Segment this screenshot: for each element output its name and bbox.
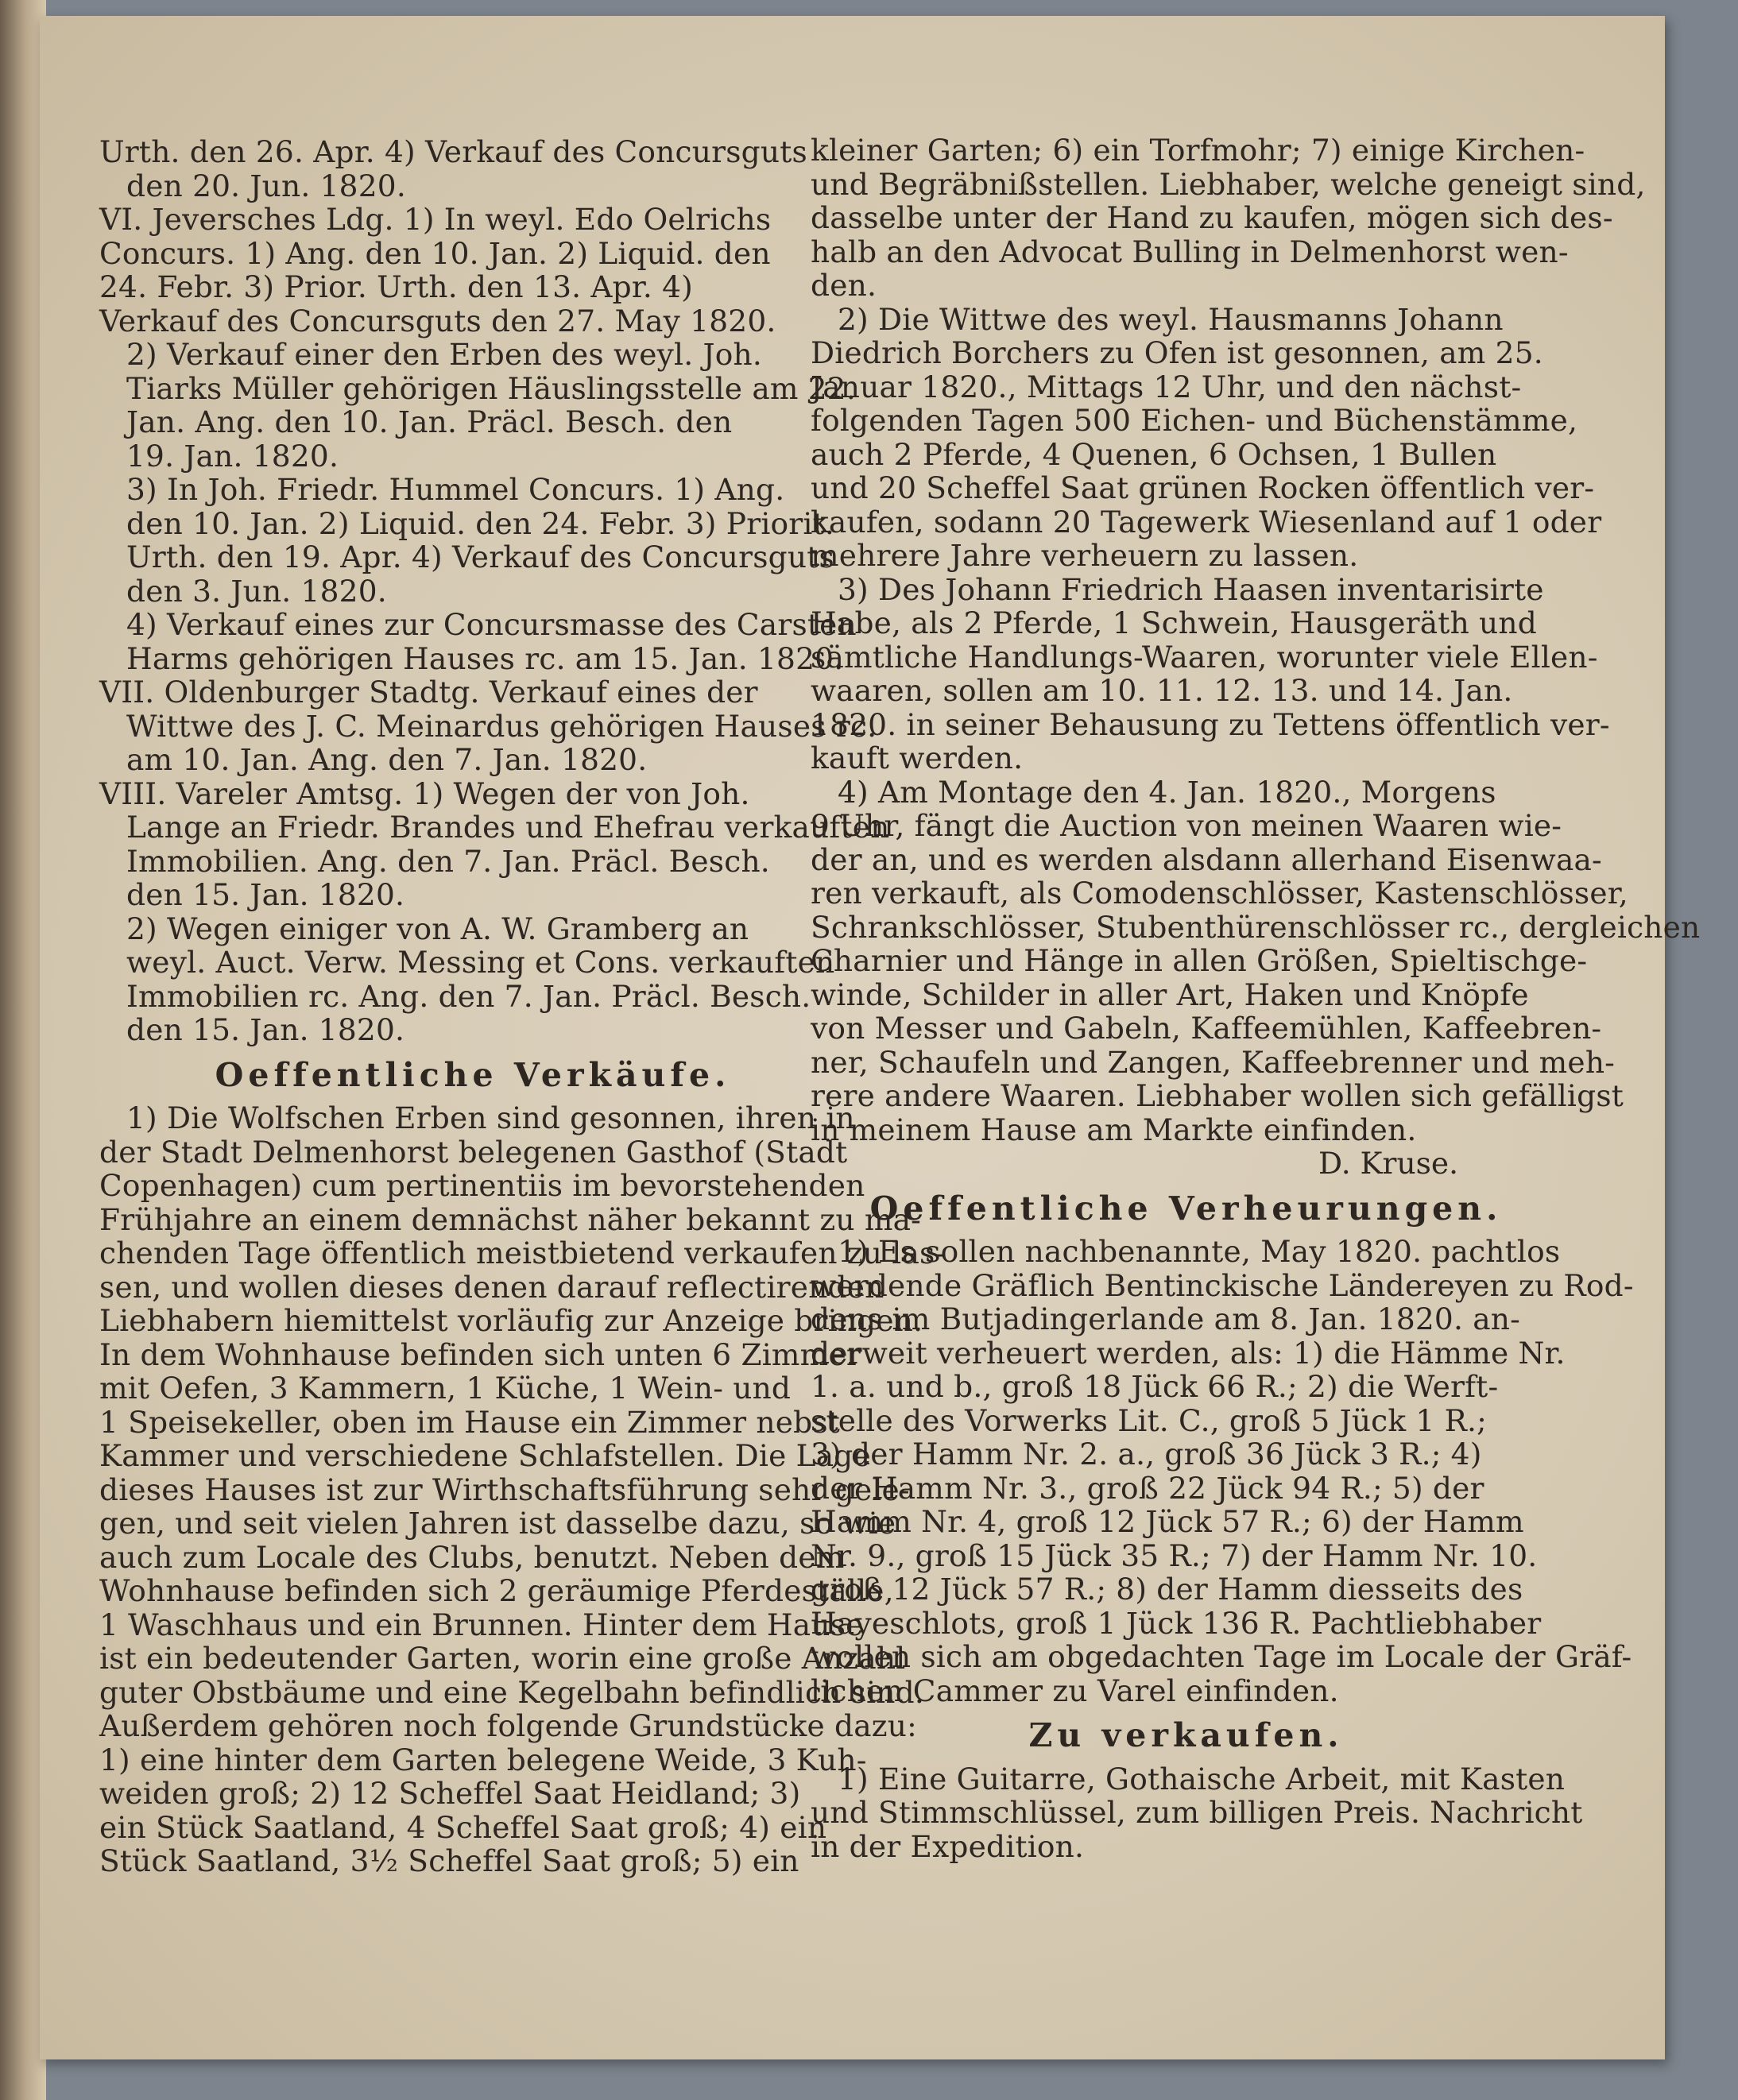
text-line: Nr. 9., groß 15 Jück 35 R.; 7) der Hamm Nr. 10. xyxy=(811,1537,1538,1573)
text-line: mehrere Jahre verheuern zu lassen. xyxy=(811,538,1359,573)
left-column-bottom-text xyxy=(99,1100,946,1878)
text-line: ein Stück Saatland, 4 Scheffel Saat groß; 4) ein xyxy=(99,1809,827,1845)
text-line: der Hamm Nr. 3., groß 22 Jück 94 R.; 5) der xyxy=(811,1470,1484,1506)
text-line: 1 Waschhaus und ein Brunnen. Hinter dem Hause xyxy=(99,1607,864,1642)
text-line: dieses Hauses ist zur Wirthschaftsführung sehr gele- xyxy=(99,1472,910,1507)
text-line: den 3. Jun. 1820. xyxy=(126,573,387,609)
text-line: ren verkauft, als Comodenschlösser, Kastenschlösser, xyxy=(811,876,1628,911)
text-line: 1) Die Wolfschen Erben sind gesonnen, ihren in xyxy=(126,1100,855,1135)
text-line: VIII. Vareler Amtsg. 1) Wegen der von Joh. xyxy=(99,775,750,811)
text-line: groß 12 Jück 57 R.; 8) der Hamm diesseits des xyxy=(811,1572,1523,1607)
text-line: winde, Schilder in aller Art, Haken und Knöpfe xyxy=(811,977,1529,1012)
text-line: Urth. den 19. Apr. 4) Verkauf des Concursguts xyxy=(126,540,834,574)
left-column-top-text xyxy=(99,134,890,1047)
text-line: weyl. Auct. Verw. Messing et Cons. verkauften xyxy=(126,945,835,980)
text-line: halb an den Advocat Bulling in Delmenhorst wen- xyxy=(811,234,1569,269)
text-line: gen, und seit vielen Jahren ist dasselbe dazu, so wie xyxy=(99,1506,896,1541)
text-line: Diedrich Borchers zu Ofen ist gesonnen, am 25. xyxy=(811,335,1543,370)
text-line: den 15. Jan. 1820. xyxy=(126,1012,405,1047)
text-line: 2) Wegen einiger von A. W. Gramberg an xyxy=(126,911,749,946)
text-line: ner, Schaufeln und Zangen, Kaffeebrenner und meh- xyxy=(811,1044,1616,1080)
text-line: wollen sich am obgedachten Tage im Locale der Gräf- xyxy=(811,1639,1632,1674)
text-line: 24. Febr. 3) Prior. Urth. den 13. Apr. 4) xyxy=(99,269,693,304)
text-line: Immobilien rc. Ang. den 7. Jan. Präcl. Besch. xyxy=(126,978,811,1014)
text-line: den 10. Jan. 2) Liquid. den 24. Febr. 3) Priorit. xyxy=(126,505,834,541)
text-line: Jan. Ang. den 10. Jan. Präcl. Besch. den xyxy=(126,404,733,439)
text-line: dens im Butjadingerlande am 8. Jan. 1820. an- xyxy=(811,1301,1521,1336)
text-line: Schrankschlösser, Stubenthürenschlösser rc., dergleichen xyxy=(811,909,1701,945)
text-line: VI. Jeversches Ldg. 1) In weyl. Edo Oelrichs xyxy=(99,202,772,237)
text-line: 1. a. und b., groß 18 Jück 66 R.; 2) die Werft- xyxy=(811,1369,1499,1404)
text-line: in der Expedition. xyxy=(811,1828,1085,1864)
text-line: In dem Wohnhause befinden sich unten 6 Zimmer xyxy=(99,1336,861,1372)
heading-oeffentliche-verheurungen: Oeffentliche Verheurungen. xyxy=(869,1189,1503,1228)
text-line: 19. Jan. 1820. xyxy=(126,438,339,474)
text-line: Kammer und verschiedene Schlafstellen. Die Lage xyxy=(99,1438,871,1473)
text-line: 1) Eine Guitarre, Gothaische Arbeit, mit Kasten xyxy=(838,1761,1566,1796)
heading-oeffentliche-verkaeufe: Oeffentliche Verkäufe. xyxy=(215,1055,731,1094)
text-line: Tiarks Müller gehörigen Häuslingsstelle am 22. xyxy=(126,370,856,406)
text-line: Harms gehörigen Hauses rc. am 15. Jan. 1820. xyxy=(126,640,844,676)
text-line: Lange an Friedr. Brandes und Ehefrau verkauften xyxy=(126,810,890,845)
text-line: 2) Die Wittwe des weyl. Hausmanns Johann xyxy=(838,301,1504,337)
text-line: ist ein bedeutender Garten, worin eine große Anzahl xyxy=(99,1641,906,1676)
text-line: Stück Saatland, 3½ Scheffel Saat groß; 5) ein xyxy=(99,1843,799,1878)
signature: D. Kruse. xyxy=(1318,1146,1458,1181)
text-line: in meinem Hause am Markte einfinden. xyxy=(811,1112,1417,1147)
text-line: 3) In Joh. Friedr. Hummel Concurs. 1) Ang. xyxy=(126,472,785,507)
text-line: dasselbe unter der Hand zu kaufen, mögen sich des- xyxy=(811,200,1613,235)
text-line: chenden Tage öffentlich meistbietend verkaufen zu las- xyxy=(99,1236,946,1270)
text-line: Habe, als 2 Pferde, 1 Schwein, Hausgeräth und xyxy=(811,605,1537,640)
text-line: der an, und es werden alsdann allerhand Eisenwaa- xyxy=(811,841,1602,877)
text-line: den 15. Jan. 1820. xyxy=(126,877,405,912)
text-line: Verkauf des Concursguts den 27. May 1820. xyxy=(99,303,776,338)
text-line: 4) Am Montage den 4. Jan. 1820., Morgens xyxy=(838,774,1496,810)
text-line: am 10. Jan. Ang. den 7. Jan. 1820. xyxy=(126,742,648,777)
text-line: Außerdem gehören noch folgende Grundstücke dazu: xyxy=(99,1708,917,1743)
text-line: guter Obstbäume und eine Kegelbahn befindlich sind. xyxy=(99,1674,924,1710)
text-line: sämtliche Handlungs-Waaren, worunter viele Ellen- xyxy=(811,639,1598,675)
text-line: weiden groß; 2) 12 Scheffel Saat Heidland; 3) xyxy=(99,1776,801,1811)
text-line: Liebhabern hiemittelst vorläufig zur Anzeige bringen. xyxy=(99,1303,923,1338)
text-line: lichen Cammer zu Varel einfinden. xyxy=(811,1673,1339,1708)
text-line: 1) Es sollen nachbenannte, May 1820. pachtlos xyxy=(838,1234,1561,1269)
text-line: den. xyxy=(811,268,877,303)
text-line: folgenden Tagen 500 Eichen- und Büchenstämme, xyxy=(811,403,1578,438)
text-line: 4) Verkauf eines zur Concursmasse des Carsten xyxy=(126,607,857,642)
rent-text xyxy=(811,1234,1634,1708)
right-column xyxy=(811,133,1701,1864)
text-line: werdende Gräflich Bentinckische Ländereyen zu Rod- xyxy=(811,1267,1634,1303)
text-line: Urth. den 26. Apr. 4) Verkauf des Concursguts xyxy=(99,134,807,169)
text-line: den 20. Jun. 1820. xyxy=(126,168,406,203)
sale-text xyxy=(811,1761,1583,1864)
text-line: auch zum Locale des Clubs, benutzt. Neben dem xyxy=(99,1539,845,1575)
text-line: Wittwe des J. C. Meinardus gehörigen Hauses rc. xyxy=(126,708,877,744)
text-line: Hamm Nr. 4, groß 12 Jück 57 R.; 6) der Hamm xyxy=(811,1504,1524,1539)
text-line: auch 2 Pferde, 4 Quenen, 6 Ochsen, 1 Bullen xyxy=(811,436,1497,472)
text-line: und 20 Scheffel Saat grünen Rocken öffentlich ver- xyxy=(811,470,1595,505)
text-line: Immobilien. Ang. den 7. Jan. Präcl. Besch. xyxy=(126,843,770,879)
text-line: Copenhagen) cum pertinentiis im bevorstehenden xyxy=(99,1168,865,1203)
text-line: 1 Speisekeller, oben im Hause ein Zimmer nebst xyxy=(99,1404,841,1440)
text-line: 3) der Hamm Nr. 2. a., groß 36 Jück 3 R.; 4) xyxy=(811,1437,1482,1472)
text-line: kleiner Garten; 6) ein Torfmohr; 7) einige Kirchen- xyxy=(811,133,1585,168)
text-line: waaren, sollen am 10. 11. 12. 13. und 14. Jan. xyxy=(811,673,1513,708)
text-line: 1820. in seiner Behausung zu Tettens öffentlich ver- xyxy=(811,706,1610,742)
text-line: 2) Verkauf einer den Erben des weyl. Joh. xyxy=(126,337,762,372)
text-line: der Stadt Delmenhorst belegenen Gasthof (Stadt xyxy=(99,1134,848,1170)
text-line: Hayeschlots, groß 1 Jück 136 R. Pachtliebhaber xyxy=(811,1605,1542,1641)
text-line: 3) Des Johann Friedrich Haasen inventarisirte xyxy=(838,571,1544,607)
text-line: Concurs. 1) Ang. den 10. Jan. 2) Liquid. den xyxy=(99,235,771,271)
text-line: Januar 1820., Mittags 12 Uhr, und den nächst- xyxy=(811,369,1522,404)
text-line: stelle des Vorwerks Lit. C., groß 5 Jück 1 R.; xyxy=(811,1402,1487,1438)
text-line: mit Oefen, 3 Kammern, 1 Küche, 1 Wein- und xyxy=(99,1371,792,1406)
text-line: rere andere Waaren. Liebhaber wollen sich gefälligst xyxy=(811,1078,1624,1113)
right-column-top-text xyxy=(811,133,1701,1147)
text-line: sen, und wollen dieses denen darauf reflectirenden xyxy=(99,1269,884,1305)
text-line: derweit verheuert werden, als: 1) die Hämme Nr. xyxy=(811,1335,1566,1371)
text-line: Charnier und Hänge in allen Größen, Spieltischge- xyxy=(811,943,1588,978)
text-line: Wohnhause befinden sich 2 geräumige Pferdeställe, xyxy=(99,1573,894,1608)
text-line: 9 Uhr, fängt die Auction von meinen Waaren wie- xyxy=(811,808,1562,843)
text-line: und Stimmschlüssel, zum billigen Preis. Nachricht xyxy=(811,1795,1583,1830)
text-line: und Begräbnißstellen. Liebhaber, welche geneigt sind, xyxy=(811,166,1646,202)
text-line: kauft werden. xyxy=(811,741,1024,775)
text-line: VII. Oldenburger Stadtg. Verkauf eines der xyxy=(99,675,758,710)
text-line: Frühjahre an einem demnächst näher bekannt zu ma- xyxy=(99,1201,922,1237)
text-line: kaufen, sodann 20 Tagewerk Wiesenland auf 1 oder xyxy=(811,504,1602,540)
heading-zu-verkaufen: Zu verkaufen. xyxy=(1028,1716,1344,1754)
text-line: von Messer und Gabeln, Kaffeemühlen, Kaffeebren- xyxy=(811,1011,1602,1046)
newspaper-page xyxy=(40,16,1701,2059)
text-line: 1) eine hinter dem Garten belegene Weide, 3 Kuh- xyxy=(99,1742,867,1777)
